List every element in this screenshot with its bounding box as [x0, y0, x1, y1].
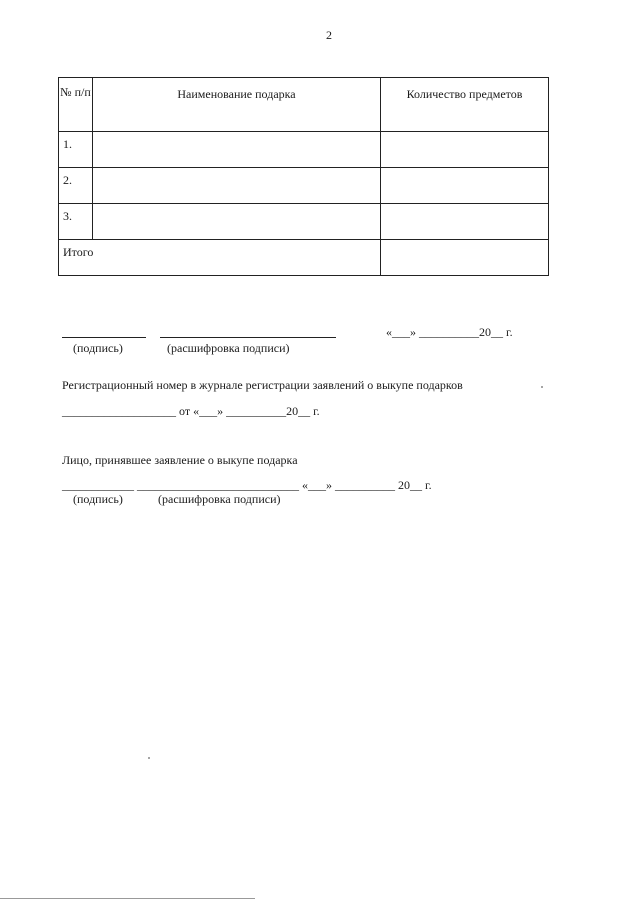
registration-number-field[interactable]: ___________________ от «___» __________20__ г. [62, 404, 320, 418]
row-quantity[interactable] [381, 132, 549, 168]
header-quantity: Количество предметов [381, 78, 549, 132]
row-num: 1. [59, 132, 93, 168]
table-row [59, 204, 549, 240]
scan-speck [541, 386, 543, 388]
page-number: 2 [326, 28, 332, 42]
scan-speck [148, 757, 150, 759]
table-row [59, 168, 549, 204]
decoding-line[interactable] [160, 337, 336, 338]
table-row [59, 132, 549, 168]
table-header-row [59, 78, 549, 132]
registration-label: Регистрационный номер в журнале регистрации заявлений о выкупе подарков [62, 378, 463, 392]
table-total-row [59, 240, 549, 276]
row-num: 3. [59, 204, 93, 240]
header-gift-name: Наименование подарка [93, 78, 381, 132]
decoding-caption: (расшифровка подписи) [167, 341, 290, 355]
receiver-signature-caption: (подпись) [73, 492, 123, 506]
receiver-decoding-caption: (расшифровка подписи) [158, 492, 281, 506]
signature-line[interactable] [62, 337, 146, 338]
row-num: 2. [59, 168, 93, 204]
gifts-table [58, 77, 549, 276]
total-label: Итого [59, 240, 381, 276]
receiver-label: Лицо, принявшее заявление о выкупе подарка [62, 453, 298, 467]
row-gift-name[interactable] [93, 132, 381, 168]
row-quantity[interactable] [381, 204, 549, 240]
row-gift-name[interactable] [93, 204, 381, 240]
scan-edge-mark [0, 898, 255, 899]
total-quantity[interactable] [381, 240, 549, 276]
receiver-signature-field[interactable]: ____________ ___________________________ «___» __________ 20__ г. [62, 478, 432, 492]
header-num: № п/п [59, 78, 93, 132]
row-quantity[interactable] [381, 168, 549, 204]
signature-caption: (подпись) [73, 341, 123, 355]
row-gift-name[interactable] [93, 168, 381, 204]
date-field[interactable]: «___» __________20__ г. [386, 325, 513, 339]
